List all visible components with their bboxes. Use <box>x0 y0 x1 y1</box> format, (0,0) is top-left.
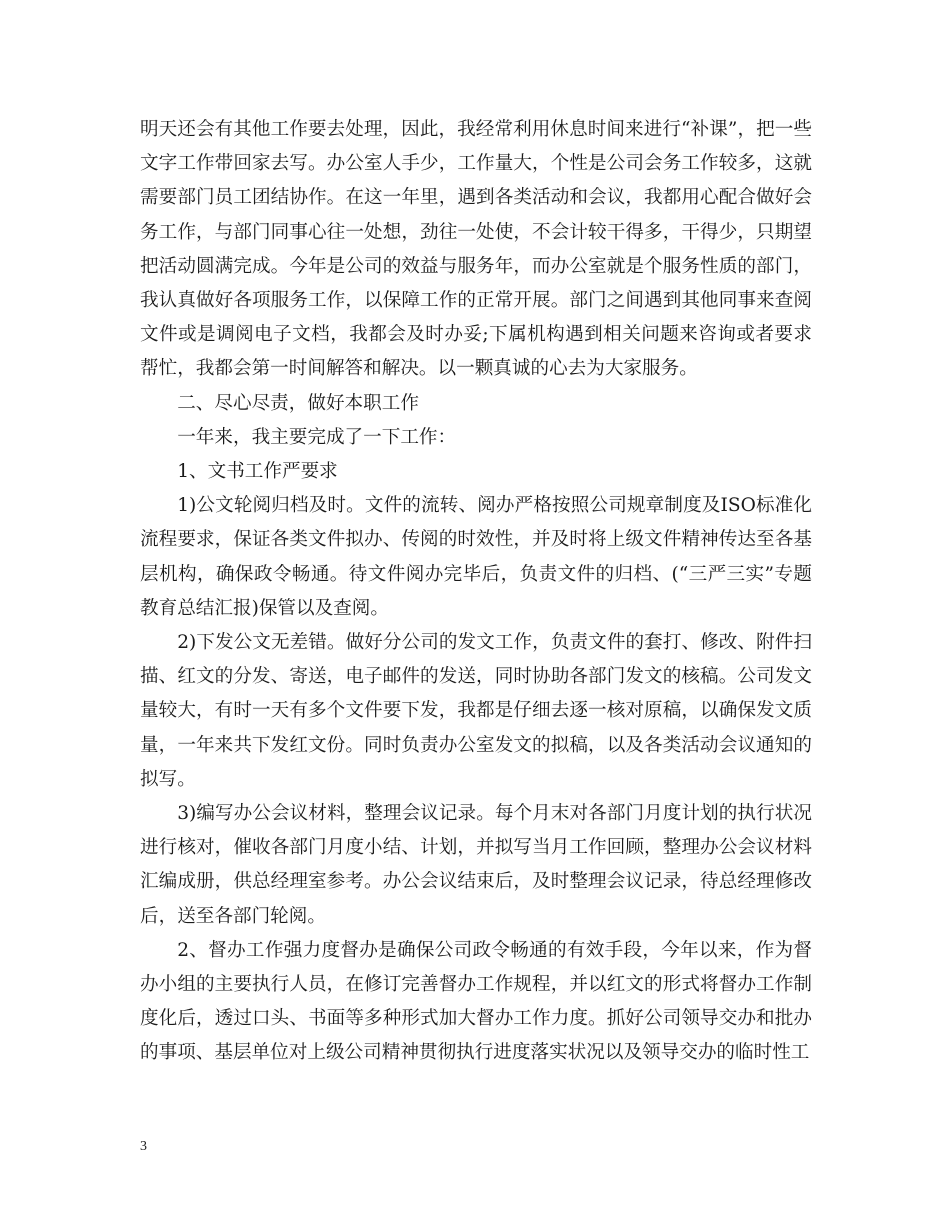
paragraph-item-3: 3)编写办公会议材料，整理会议记录。每个月末对各部门月度计划的执行状况进行核对，催收各部门月度小结、计划，并拟写当月工作回顾，整理办公会议材料汇编成册，供总经理室参考。办公会议结束后，及时整理会议记录，待总经理修改后，送至各部门轮阅。 <box>140 803 812 927</box>
page-number: 3 <box>140 1139 147 1154</box>
section-heading: 二、尽心尽责，做好本职工作 <box>177 392 419 414</box>
paragraph-supervision: 2、督办工作强力度督办是确保公司政令畅通的有效手段，今年以来，作为督办小组的主要执行人员，在修订完善督办工作规程，并以红文的形式将督办工作制度化后，透过口头、书面等多种形式加大督办工作力度。抓好公司领导交办和批办的事项、基层单位对上级公司精神贯彻执行进度落实状况以及领导交办的临时性工 <box>140 939 812 1064</box>
paragraph-item-2: 2)下发公文无差错。做好分公司的发文工作，负责文件的套打、修改、附件扫描、红文的分发、寄送，电子邮件的发送，同时协助各部门发文的核稿。公司发文量较大，有时一天有多个文件要下发，我都是仔细去逐一核对原稿，以确保发文质量，一年来共下发红文份。同时负责办公室发文的拟稿，以及各类活动会议通知的拟写。 <box>140 632 812 790</box>
paragraph-item-1: 1)公文轮阅归档及时。文件的流转、阅办严格按照公司规章制度及ISO标准化流程要求，保证各类文件拟办、传阅的时效性，并及时将上级文件精神传达至各基层机构，确保政令畅通。待文件阅办完毕后，负责文件的归档、(“三严三实”专题教育总结汇报)保管以及查阅。 <box>140 495 812 619</box>
document-body <box>140 113 812 1071</box>
paragraph-continuation: 明天还会有其他工作要去处理，因此，我经常利用休息时间来进行“补课”，把一些文字工作带回家去写。办公室人手少，工作量大，个性是公司会务工作较多，这就需要部门员工团结协作。在这一年里，遇到各类活动和会议，我都用心配合做好会务工作，与部门同事心往一处想，劲往一处使，不会计较干得多，干得少，只期望把活动圆满完成。今年是公司的效益与服务年，而办公室就是个服务性质的部门，我认真做好各项服务工作，以保障工作的正常开展。部门之间遇到其他同事来查阅文件或是调阅电子文档，我都会及时办妥;下属机构遇到相关问题来咨询或者要求帮忙，我都会第一时间解答和解决。以一颗真诚的心去为大家服务。 <box>140 119 812 380</box>
subsection-heading: 1、文书工作严要求 <box>177 461 338 483</box>
paragraph-intro: 一年来，我主要完成了一下工作： <box>177 426 457 448</box>
